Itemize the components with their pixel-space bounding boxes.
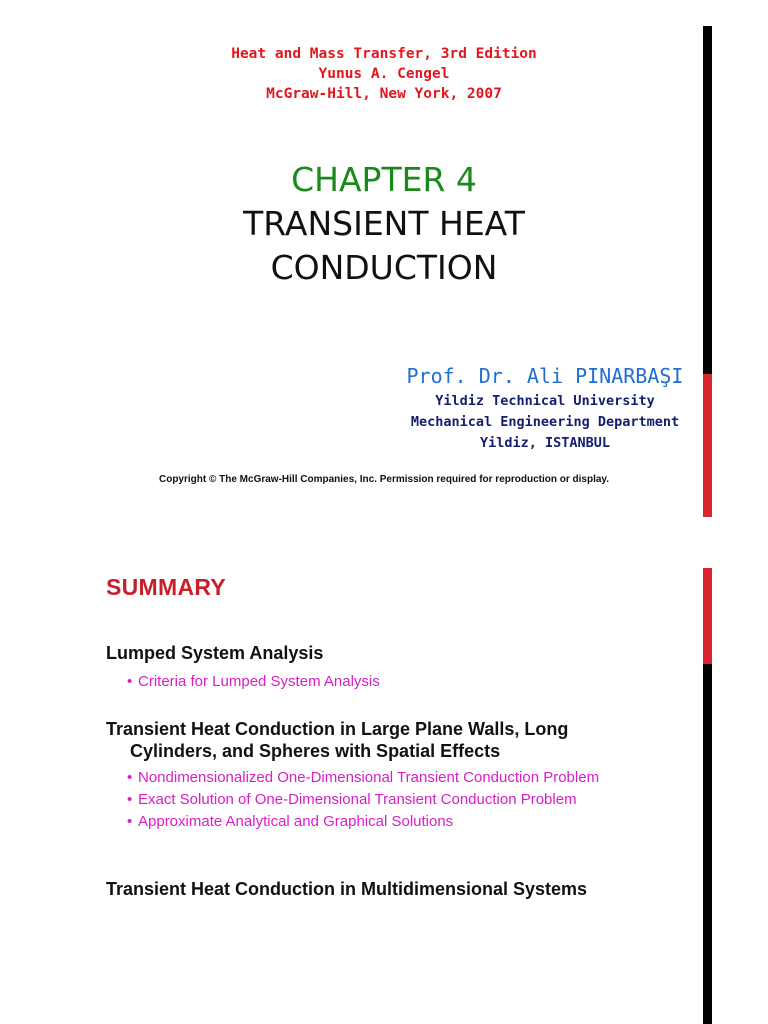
book-publisher: McGraw-Hill, New York, 2007 bbox=[266, 86, 502, 102]
bullet-icon: • bbox=[127, 813, 133, 830]
section-items-lumped bbox=[127, 671, 380, 693]
summary-heading: SUMMARY bbox=[106, 574, 227, 600]
book-title: Heat and Mass Transfer, 3rd Edition bbox=[231, 46, 537, 62]
summary-slide bbox=[0, 540, 768, 1024]
sidebar-accent-black bbox=[703, 664, 712, 1024]
section-heading-line: Lumped System Analysis bbox=[106, 643, 324, 663]
list-item-text: Criteria for Lumped System Analysis bbox=[138, 673, 380, 690]
section-heading-line: Cylinders, and Spheres with Spatial Effects bbox=[130, 741, 501, 761]
bullet-icon: • bbox=[127, 673, 133, 690]
copyright-notice: Copyright © The McGraw-Hill Companies, Inc. Permission required for reproduction or display. bbox=[158, 474, 610, 485]
bullet-icon: • bbox=[127, 791, 133, 808]
list-item-text: Approximate Analytical and Graphical Solutions bbox=[138, 813, 454, 830]
presenter-affiliation bbox=[330, 391, 760, 454]
chapter-label: CHAPTER 4 bbox=[291, 160, 477, 199]
list-item bbox=[127, 811, 599, 833]
sidebar-accent-red bbox=[703, 568, 712, 664]
chapter-title-line: TRANSIENT HEAT bbox=[243, 204, 525, 243]
department-name: Mechanical Engineering Department bbox=[410, 414, 680, 430]
book-reference bbox=[0, 44, 768, 104]
book-author: Yunus A. Cengel bbox=[318, 66, 450, 82]
list-item bbox=[127, 671, 380, 693]
section-heading-line: Transient Heat Conduction in Multidimensional Systems bbox=[106, 879, 588, 899]
location: Yildiz, ISTANBUL bbox=[479, 435, 611, 451]
section-heading-line: Transient Heat Conduction in Large Plane Walls, Long bbox=[106, 719, 569, 739]
list-item bbox=[127, 767, 599, 789]
list-item-text: Exact Solution of One-Dimensional Transient Conduction Problem bbox=[138, 791, 577, 808]
chapter-title bbox=[0, 202, 768, 290]
list-item bbox=[127, 789, 599, 811]
university-name: Yildiz Technical University bbox=[435, 393, 655, 409]
bullet-icon: • bbox=[127, 769, 133, 786]
section-heading-lumped bbox=[106, 642, 323, 664]
section-items-plane-walls bbox=[127, 767, 599, 833]
presenter-name: Prof. Dr. Ali PINARBAŞI bbox=[406, 364, 684, 388]
chapter-title-line: CONDUCTION bbox=[270, 248, 498, 287]
section-heading-plane-walls bbox=[106, 718, 568, 762]
list-item-text: Nondimensionalized One-Dimensional Transient Conduction Problem bbox=[138, 769, 600, 786]
section-heading-multidimensional bbox=[106, 878, 587, 900]
